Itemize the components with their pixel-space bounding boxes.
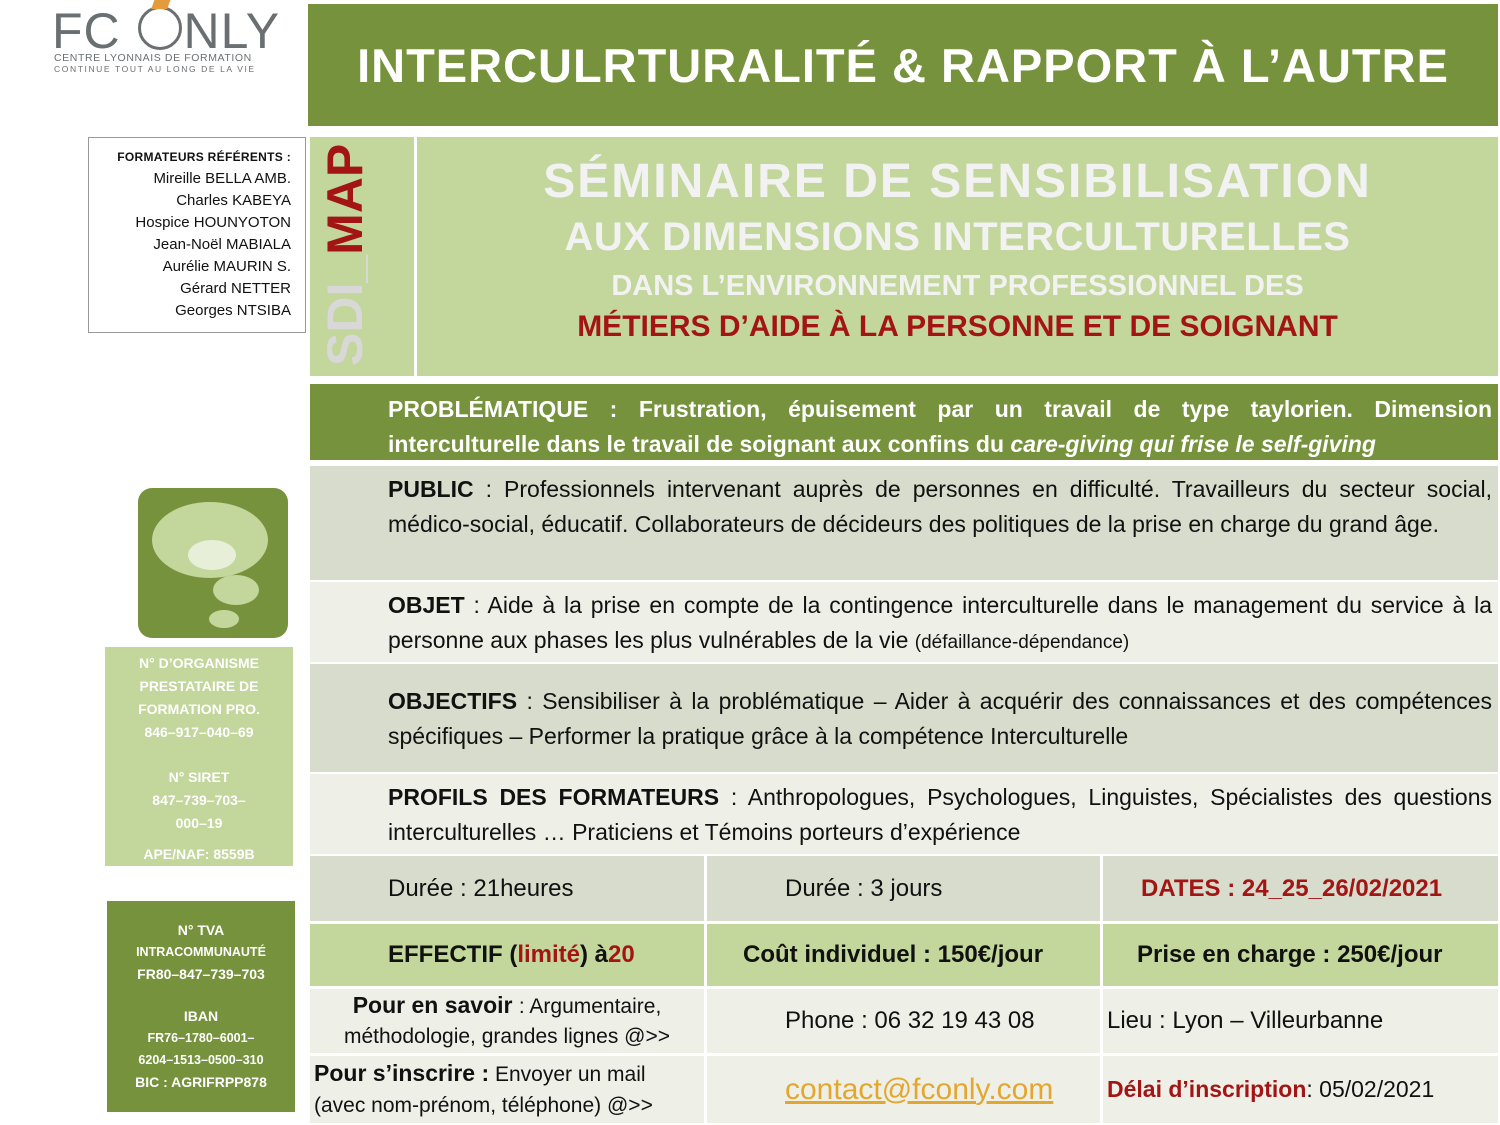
email-link[interactable]: contact@fconly.com: [707, 1056, 1100, 1123]
learn-more-link[interactable]: [310, 989, 704, 1053]
siret-number-b: 000–19: [175, 815, 223, 831]
page-title: INTERCULRTURALITÉ & RAPPORT À L’AUTRE: [308, 4, 1498, 126]
program-code: [316, 136, 374, 366]
trainer-name: Gérard NETTER: [180, 280, 291, 297]
trainers-heading: FORMATEURS RÉFÉRENTS :: [117, 150, 291, 164]
problematique-text: PROBLÉMATIQUE : Frustration, épuisement par un travail de type taylorien. Dimension interculturelle dans le travail de soignant aux confins du: [388, 396, 1492, 457]
iban-a: FR76–1780–6001–: [147, 1031, 255, 1045]
siret-label: N° SIRET: [168, 769, 230, 785]
effectif-a: EFFECTIF (: [388, 941, 518, 968]
siret-number-a: 847–739–703–: [152, 792, 246, 808]
seminar-title-block: [417, 137, 1498, 376]
logo-subtitle: CENTRE LYONNAIS DE FORMATION: [54, 52, 252, 64]
cout-individuel: Coût individuel : 150€/jour: [707, 924, 1100, 986]
objectifs-label: OBJECTIFS: [388, 688, 518, 714]
iban-label: IBAN: [183, 1008, 219, 1024]
logo-nly: NLY: [183, 3, 281, 59]
effectif-limite: limité: [517, 941, 581, 968]
register-link[interactable]: [310, 1056, 704, 1123]
deadline-value: : 05/02/2021: [1306, 1076, 1435, 1102]
tva-number: FR80–847–739–703: [137, 966, 265, 982]
seminar-title-line4: MÉTIERS D’AIDE À LA PERSONNE ET DE SOIGNANT: [577, 310, 1338, 343]
duration-hours: Durée : 21heures: [310, 856, 704, 921]
trainer-name: Aurélie MAURIN S.: [162, 258, 291, 275]
profils-text: : Anthropologues, Psychologues, Linguistes, Spécialistes des questions interculturelles … Praticiens et Témoins porteurs d’expérience: [388, 784, 1492, 845]
objectifs-section: [310, 664, 1498, 772]
registration-deadline: [1103, 1056, 1498, 1123]
dates: DATES : 24_25_26/02/2021: [1103, 856, 1498, 921]
org-line2: PRESTATAIRE DE: [139, 678, 259, 694]
trainer-name: Jean-Noël MABIALA: [153, 236, 291, 253]
objet-note: (défaillance-dépendance): [914, 632, 1130, 653]
objet-label: OBJET: [388, 592, 465, 618]
problematique-italic: care-giving qui frise le self-giving: [1010, 431, 1376, 457]
iban-b: 6204–1513–0500–310: [138, 1053, 264, 1067]
org-line3: FORMATION PRO.: [138, 701, 260, 717]
seminar-title-line1: SÉMINAIRE DE SENSIBILISATION: [543, 155, 1372, 208]
public-label: PUBLIC: [388, 476, 474, 502]
public-text: : Professionnels intervenant auprès de personnes en difficulté. Travailleurs du secteur social, médico-social, éducatif. Collaborateurs de décideurs des politiques de la prise en charge du grand âge.: [388, 476, 1492, 537]
tva-line2: INTRACOMMUNAUTÉ: [136, 945, 266, 959]
effectif-number: 20: [608, 941, 635, 968]
org-line1: N° D’ORGANISME: [139, 655, 259, 671]
duration-days: Durée : 3 jours: [707, 856, 1100, 921]
org-number: 846–917–040–69: [144, 724, 254, 740]
tva-line1: N° TVA: [177, 922, 225, 938]
program-code-suffix: MAP: [317, 143, 373, 255]
phone: Phone : 06 32 19 43 08: [707, 989, 1100, 1053]
logo-tagline: CONTINUE TOUT AU LONG DE LA VIE: [54, 64, 256, 74]
effectif: [310, 924, 704, 986]
program-code-prefix: SDI_: [317, 254, 373, 366]
logo-fc: FC: [52, 3, 136, 59]
seminar-title-line2: AUX DIMENSIONS INTERCULTURELLES: [564, 215, 1351, 259]
trainers-box: [88, 137, 306, 333]
trainer-name: Charles KABEYA: [176, 192, 291, 209]
objet-text: : Aide à la prise en compte de la contingence interculturelle dans le management du service à la personne aux phases les plus vulnérables de la vie: [388, 592, 1492, 653]
tva-info: [107, 901, 295, 1112]
effectif-b: ) à: [580, 941, 609, 968]
seminar-title-line3: DANS L’ENVIRONNEMENT PROFESSIONNEL DES: [611, 270, 1304, 302]
objet-section: [310, 582, 1498, 662]
profils-label: PROFILS DES FORMATEURS: [388, 784, 720, 810]
learn-more-label: Pour en savoir: [352, 992, 519, 1018]
register-text: Envoyer un mail (avec nom-prénom, téléphone) @>>: [314, 1063, 653, 1117]
public-section: [310, 466, 1498, 580]
problematique-section: [310, 384, 1498, 460]
register-label: Pour s’inscrire :: [314, 1060, 490, 1086]
graduation-cap-icon: [138, 6, 182, 50]
location: Lieu : Lyon – Villeurbanne: [1103, 989, 1498, 1053]
trainer-name: Hospice HOUNYOTON: [135, 214, 291, 231]
bic: BIC : AGRIFRPP878: [135, 1074, 267, 1090]
profils-section: [310, 774, 1498, 854]
ape-naf: APE/NAF: 8559B: [143, 846, 255, 862]
trainer-name: Georges NTSIBA: [175, 302, 291, 319]
organization-info: [105, 647, 293, 866]
objectifs-text: : Sensibiliser à la problématique – Aider à acquérir des connaissances et des compétences spécifiques – Performer la pratique grâce à la compétence Interculturelle: [388, 688, 1492, 749]
deadline-label: Délai d’inscription: [1107, 1076, 1307, 1102]
thought-bubble-icon: [138, 488, 288, 638]
learn-more-text: : Argumentaire, méthodologie, grandes lignes @>>: [343, 995, 671, 1048]
trainer-name: Mireille BELLA AMB.: [153, 170, 291, 187]
prise-en-charge: Prise en charge : 250€/jour: [1103, 924, 1498, 986]
